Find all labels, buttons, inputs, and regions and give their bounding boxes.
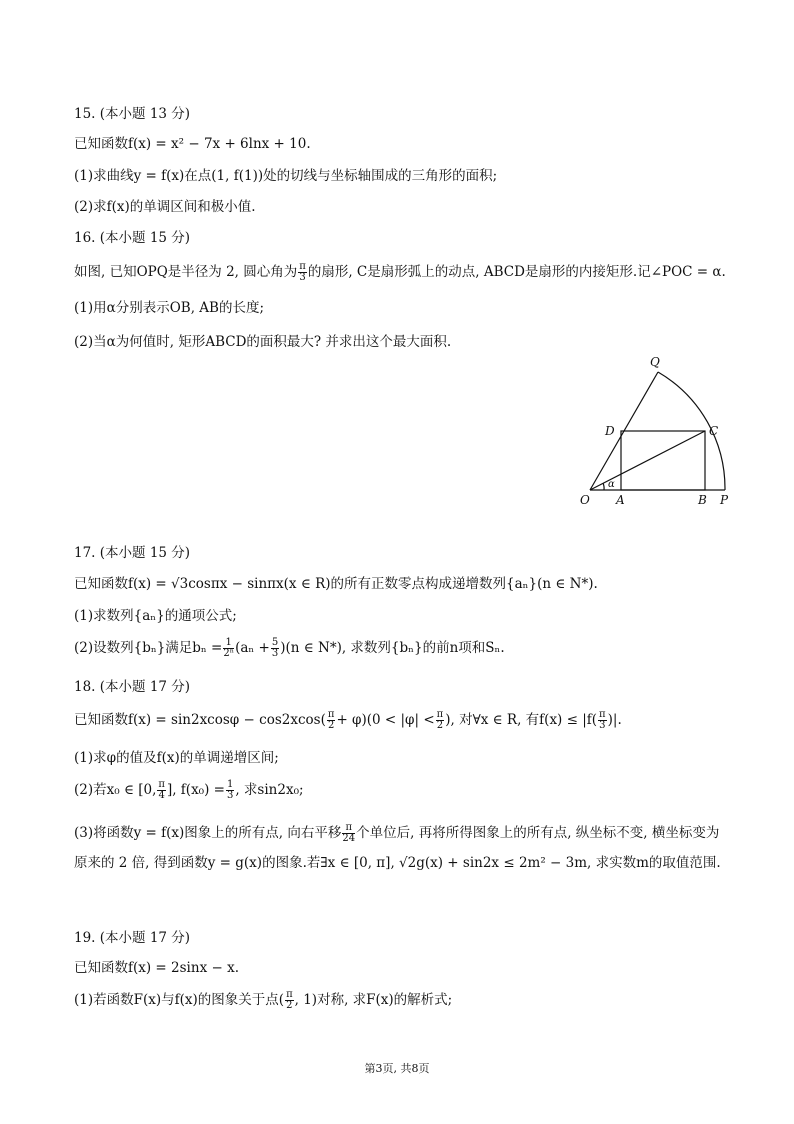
p19-q1: (1)若函数F(x)与f(x)的图象关于点( $\frac{\pi}{2}$ , 1)对称, 求F(x)的解析式; [74, 989, 453, 1011]
p19-stem: 已知函数f(x) = 2sinx − x. [74, 960, 239, 976]
p15-stem: 已知函数f(x) = x² − 7x + 6lnx + 10. [74, 136, 311, 152]
p16-header: 16. (本小题 15 分) [74, 230, 191, 246]
label-Q: Q [650, 355, 660, 369]
p18-stem: 已知函数f(x) = sin2xcosφ − cos2xcos( $\frac{\pi}{2}$ + φ)(0 < |φ| < $\frac{\pi}{2}$ ), 对∀x ∈ R, 有f(x) ≤ |f( $\frac{\pi}{3}$ )|. [74, 709, 622, 731]
label-C: C [709, 424, 719, 438]
p18-q1: (1)求φ的值及f(x)的单调递增区间; [74, 750, 279, 766]
label-D: D [605, 424, 615, 438]
sector-figure [570, 350, 740, 510]
p15-q2: (2)求f(x)的单调区间和极小值. [74, 199, 256, 215]
p16-stem: 如图, 已知OPQ是半径为 2, 圆心角为 $\frac{\pi}{3}$ 的扇形, C是扇形弧上的动点, ABCD是扇形的内接矩形.记∠POC = α. [74, 261, 726, 283]
p17-stem: 已知函数f(x) = √3cosπx − sinπx(x ∈ R)的所有正数零点构成递增数列{aₙ}(n ∈ N*). [74, 576, 598, 592]
p18-q3: (3)将函数y = f(x)图象上的所有点, 向右平移 $\frac{\pi}{24}$ 个单位后, 再将所得图象上的所有点, 纵坐标不变, 横坐标变为原来的 2 倍, 得到函数y = g(x)的图象.若∃x ∈ [0, π], √2g(x) + sin2x ≤ 2m² − 3m, 求实数m的取值范围. [74, 822, 721, 871]
page-footer: 第3页, 共8页 [364, 1062, 430, 1075]
p15-header: 15. (本小题 13 分) [74, 106, 191, 122]
p16-q2: (2)当α为何值时, 矩形ABCD的面积最大? 并求出这个最大面积. [74, 334, 452, 350]
p17-q1: (1)求数列{aₙ}的通项公式; [74, 608, 237, 624]
p15-q1: (1)求曲线y = f(x)在点(1, f(1))处的切线与坐标轴围成的三角形的面积; [74, 168, 498, 184]
label-alpha: α [608, 479, 615, 490]
label-B: B [698, 493, 707, 507]
label-P: P [720, 493, 729, 507]
label-A: A [616, 493, 625, 507]
p18-header: 18. (本小题 17 分) [74, 679, 191, 695]
label-O: O [580, 493, 590, 507]
p17-header: 17. (本小题 15 分) [74, 545, 191, 561]
p17-q2: (2)设数列{bₙ}满足bₙ = $\frac{1}{\text{2ⁿ}}$ (aₙ + $\frac{5}{3}$ )(n ∈ N*), 求数列{bₙ}的前n项和Sₙ. [74, 637, 505, 659]
p18-q2: (2)若x₀ ∈ [0, $\frac{\pi}{4}$ ], f(x₀) = $\frac{1}{3}$ , 求sin2x₀; [74, 779, 304, 801]
p19-header: 19. (本小题 17 分) [74, 930, 191, 946]
p16-q1: (1)用α分别表示OB, AB的长度; [74, 300, 265, 316]
